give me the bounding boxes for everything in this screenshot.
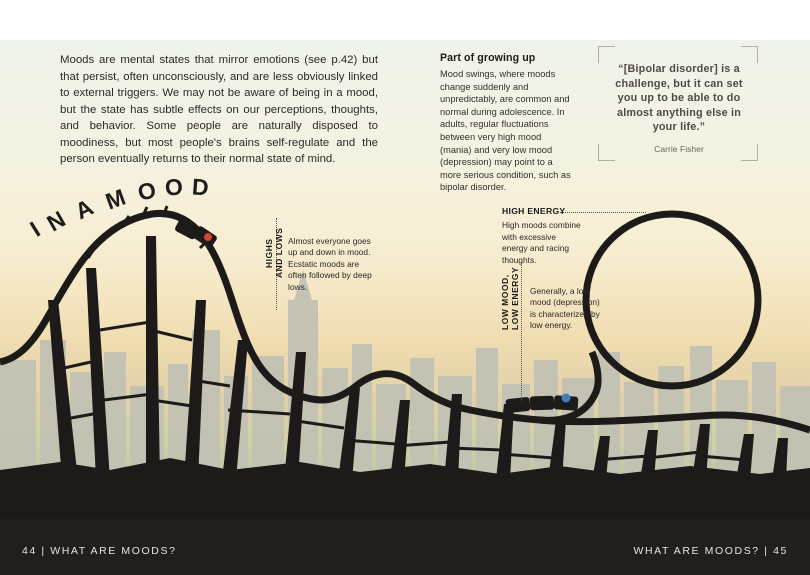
rider-red (204, 233, 212, 241)
growing-up-block (440, 52, 574, 194)
quote-corner-top-left (598, 46, 615, 63)
low-mood-label-line2: LOW ENERGY (510, 266, 520, 330)
loop-track (586, 214, 758, 386)
highs-lows-label-line2: AND LOWS (274, 227, 284, 278)
low-mood-label-line1: LOW MOOD, (500, 274, 510, 330)
highs-lows-annotation (288, 236, 372, 293)
quote-corner-top-right (741, 46, 758, 63)
growing-up-body: Mood swings, where moods change suddenly and unpredictably, are common and normal during adolescence. In adults, regular fluctuations between very high mood (mania) and very low mood (depression) may point to a more serious condition, such as bipolar disorder. (440, 69, 571, 193)
page-title: I N A M O O D (25, 173, 210, 242)
folio-left: 44 | WHAT ARE MOODS? (22, 545, 177, 557)
low-mood-leader-line (521, 262, 522, 402)
intro-paragraph: Moods are mental states that mirror emotions (see p.42) but that persist, often unconsciously, and are less obviously linked to external triggers. We may not be aware of being in a mood, but the state has subtle effects on our perceptions, thoughts, and behavior. Some people are naturally disposed to moodiness, but most people's brains self-regulate and the person eventually returns to their normal state of mind. (60, 54, 378, 165)
growing-up-heading: Part of growing up (440, 52, 536, 64)
highs-lows-body: Almost everyone goes up and down in mood. Ecstatic moods are often followed by deep lows. (288, 236, 372, 292)
coaster-car-left (174, 218, 218, 249)
highs-lows-label-line1: HIGHS (264, 238, 274, 268)
quote-text: “[Bipolar disorder] is a challenge, but it can set you up to be able to do almost anything else in your life.” (615, 63, 743, 134)
high-energy-heading: HIGH ENERGY (502, 206, 566, 216)
low-mood-annotation (530, 286, 608, 332)
low-mood-body: Generally, a low mood (depression) is characterized by low energy. (530, 286, 600, 331)
quote-attribution: Carrie Fisher (654, 144, 704, 154)
rider-blue (562, 394, 571, 403)
pull-quote (598, 46, 758, 161)
folio-right: WHAT ARE MOODS? | 45 (633, 545, 788, 557)
high-energy-annotation (502, 206, 582, 266)
high-energy-body: High moods combine with excessive energy and racing thoughts. (502, 220, 581, 265)
